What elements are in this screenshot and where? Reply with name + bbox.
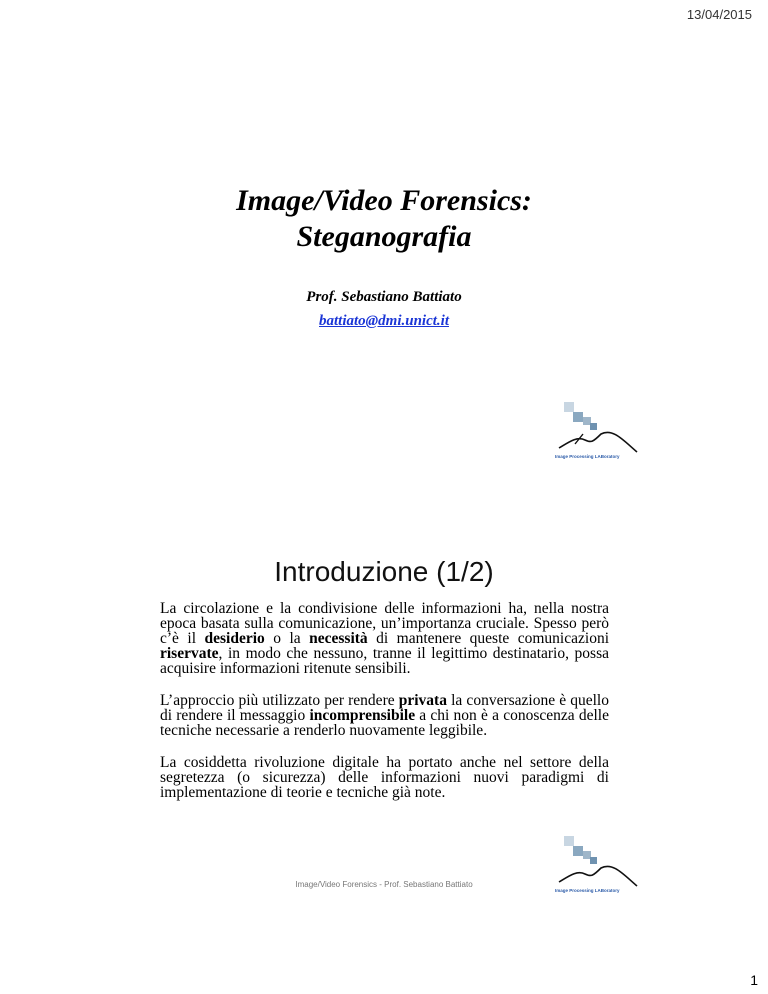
paragraph-3: La cosiddetta rivoluzione digitale ha portato anche nel settore della segretezza (o sicurezza) delle informazioni nuovi paradigmi di implementazione di teorie e tecniche già note.: [160, 754, 609, 801]
slide-2: [0, 500, 768, 920]
iplab-logo: [553, 400, 643, 460]
date: 13/04/2015: [686, 7, 752, 22]
paragraph-2: L’approccio più utilizzato per rendere privata la conversazione è quello di rendere il messaggio incomprensibile a chi non è a conoscenza delle tecniche necessarie a renderlo nuovamente leggibile.: [160, 692, 609, 739]
title-line-2: Steganografia: [296, 220, 472, 253]
logo-text-small: Image Processing LABoratory: [555, 888, 620, 893]
author-email-line: [0, 313, 768, 330]
slide-footer: Image/Video Forensics - Prof. Sebastiano Battiato: [295, 880, 473, 889]
title-line-1: Image/Video Forensics:: [236, 184, 532, 217]
slide-2-title: Introduzione (1/2): [274, 556, 494, 587]
paragraph-1: La circolazione e la condivisione delle informazioni ha, nella nostra epoca basata sulla comunicazione, un’importanza cruciale. Spesso però c’è il desiderio o la necessità di mantenere queste comunicazioni riservate, in modo che nessuno, tranne il legittimo destinatario, possa acquisire informazioni ritenute sensibili.: [160, 600, 609, 677]
author-name: Prof. Sebastiano Battiato: [306, 289, 462, 305]
logo-text: Image Processing LABoratory: [555, 454, 620, 459]
slide-2-body: [160, 601, 609, 817]
iplab-logo-small: [553, 834, 643, 894]
page-number: 1: [750, 972, 758, 988]
email-link[interactable]: battiato@dmi.unict.it: [319, 313, 449, 329]
slide-1-title: [0, 183, 768, 255]
